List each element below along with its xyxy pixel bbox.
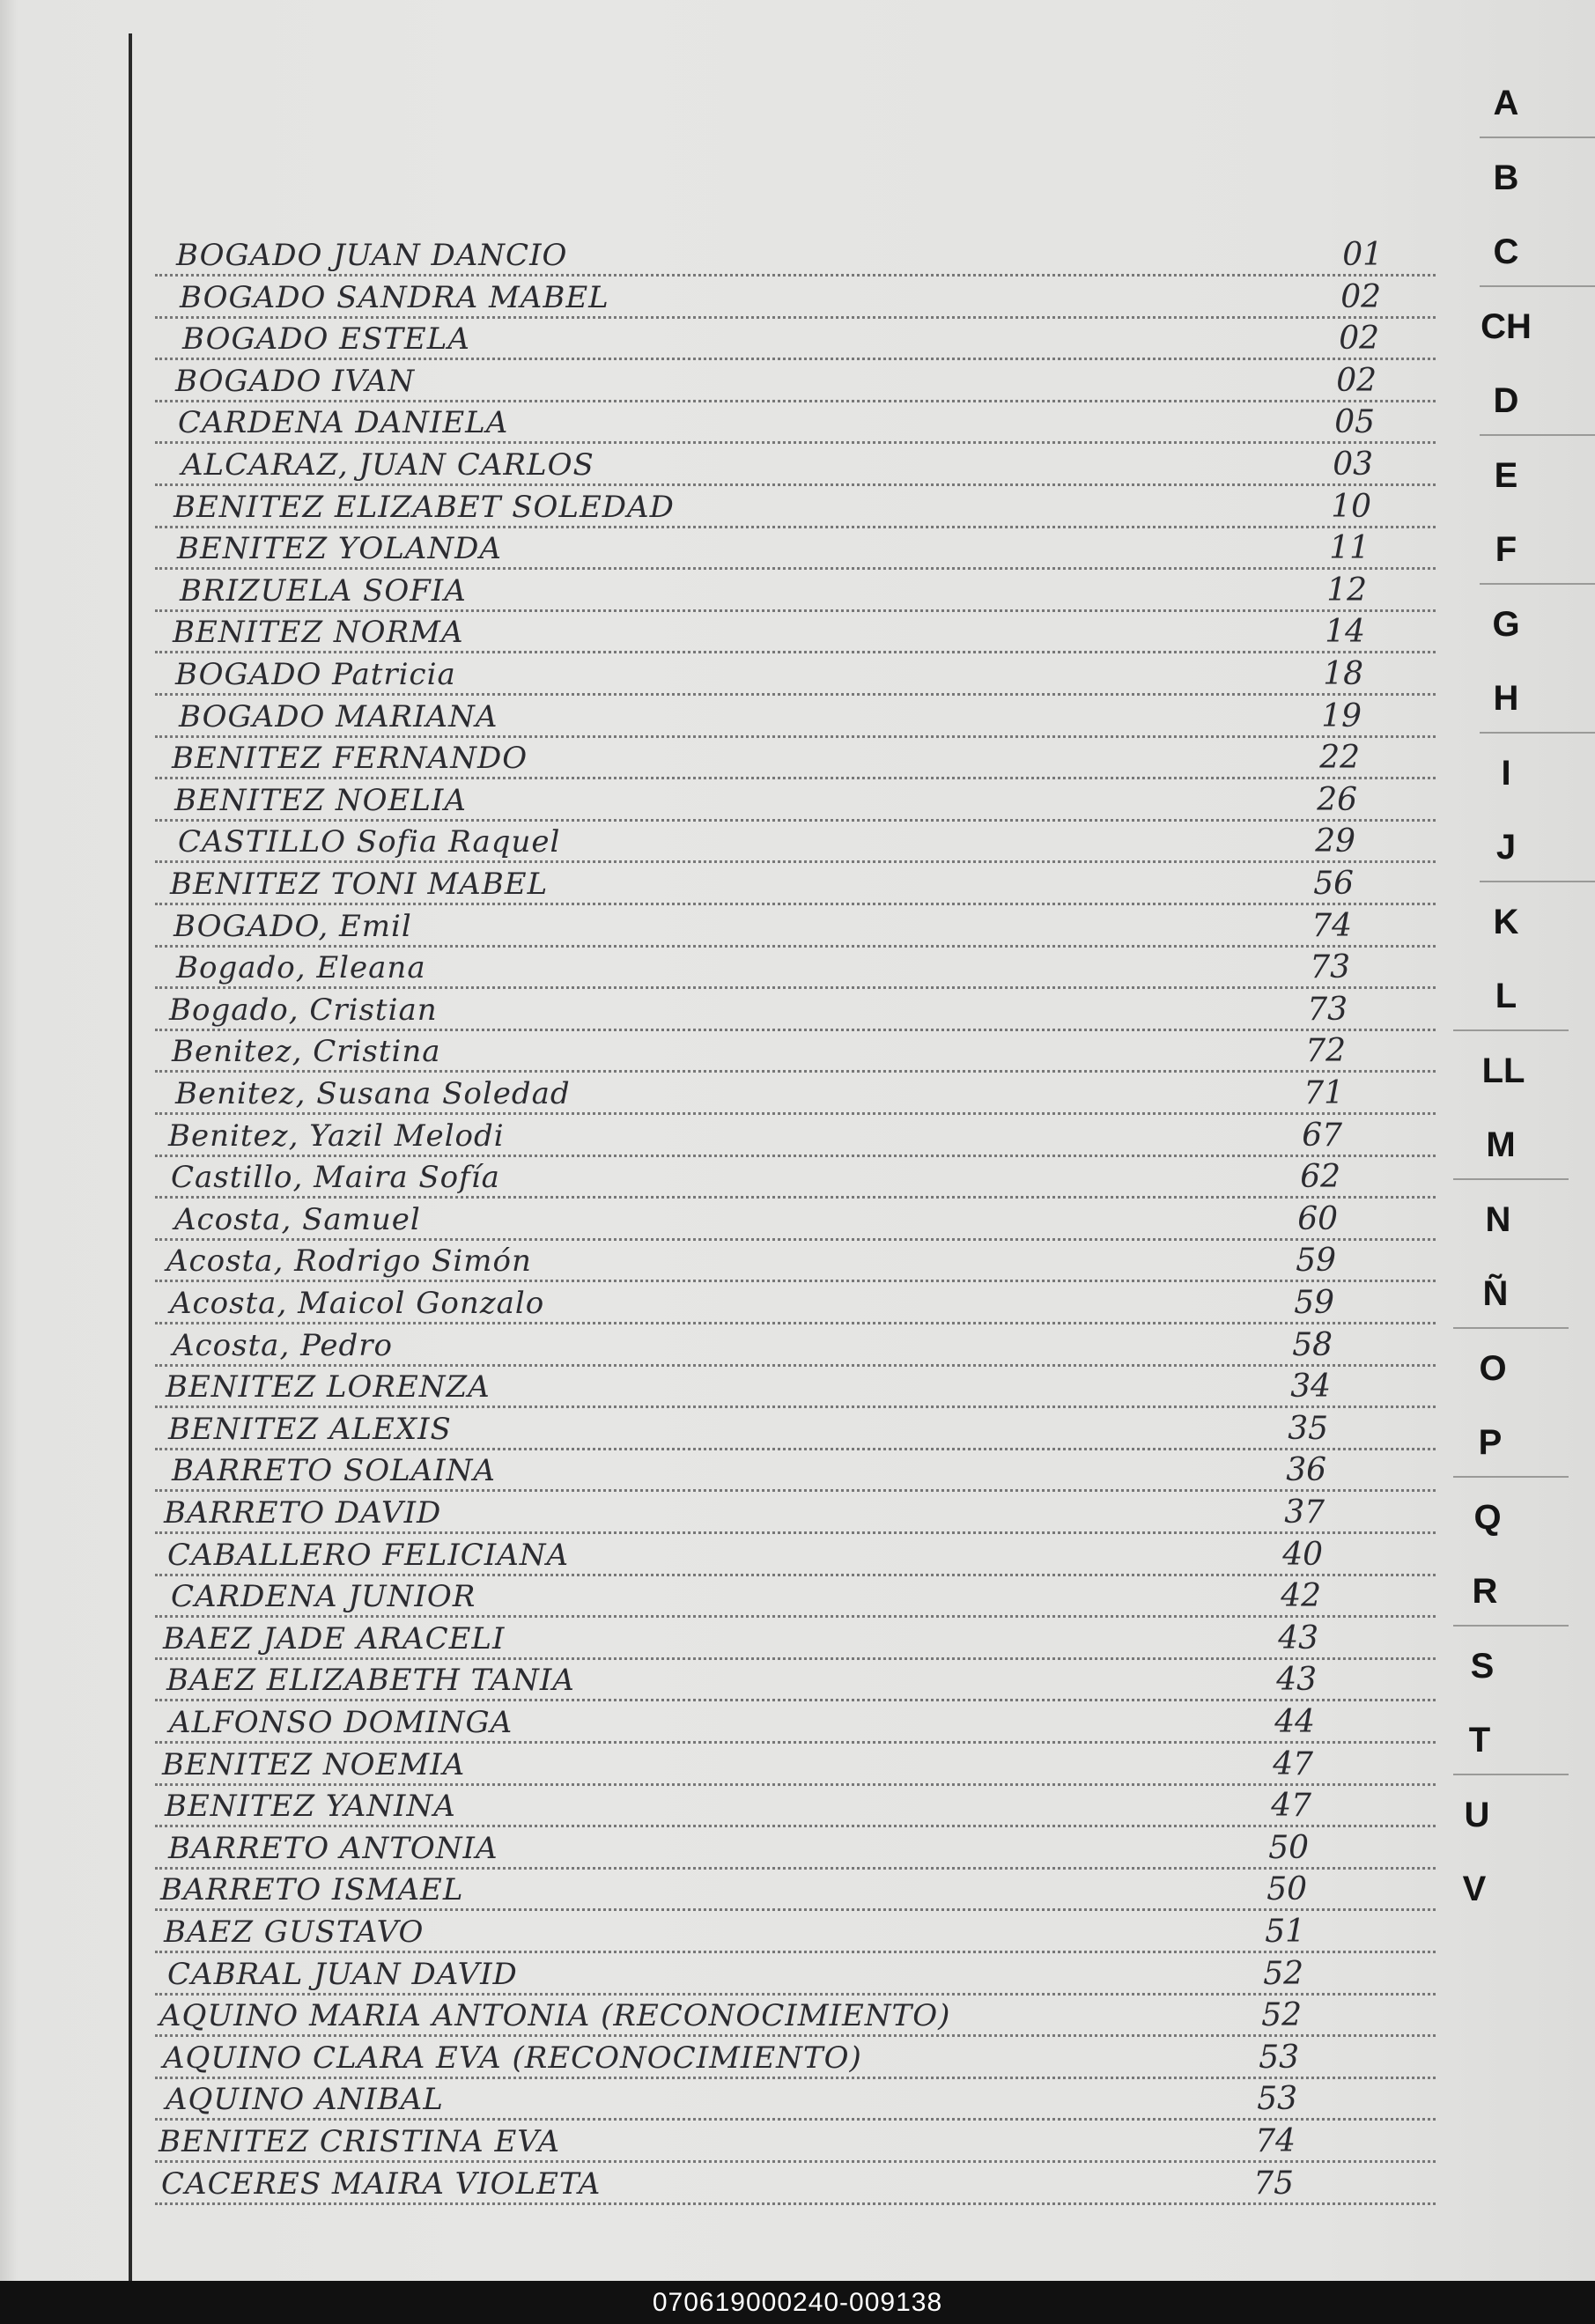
entry-number: 53 [1259,2039,1299,2076]
entry-number: 14 [1325,614,1365,651]
entry-name: AQUINO CLARA EVA (RECONOCIMIENTO) [163,2040,862,2076]
entry-name: CABALLERO FELICIANA [167,1537,570,1573]
entry-number: 58 [1292,1326,1333,1363]
tab-divider [1453,1029,1569,1031]
entry-name: Benitez, Susana Soledad [175,1076,571,1111]
dotted-leader [155,903,1436,905]
entry-row [141,1075,1436,1118]
dotted-leader [155,819,1436,822]
entry-number: 11 [1329,530,1370,567]
dotted-leader [155,1196,1436,1199]
entry-row [141,1997,1436,2040]
alphabet-index-tabs [1436,0,1595,2281]
entry-row [141,2123,1436,2166]
entry-row [141,1159,1436,1202]
entry-number: 53 [1257,2081,1297,2118]
entry-row [141,2165,1436,2209]
entry-name: BAEZ ELIZABETH TANIA [166,1663,575,1699]
entry-row [141,1452,1436,1495]
dotted-leader [155,1993,1436,1996]
entry-row [141,1578,1436,1621]
dotted-leader [155,316,1436,319]
entry-name: BAEZ JADE ARACELI [163,1620,506,1656]
entry-row [141,1494,1436,1538]
entry-row [141,1200,1436,1244]
entry-row [141,2039,1436,2083]
entry-row [141,530,1436,573]
entry-name: CACERES MAIRA VIOLETA [161,2165,602,2202]
entry-name: BOGADO MARIANA [179,698,498,734]
dotted-leader [155,1531,1436,1534]
entry-row [141,1033,1436,1076]
dotted-leader [155,860,1436,863]
dotted-leader [155,1280,1436,1282]
entry-number: 43 [1276,1662,1317,1699]
entry-number: 02 [1340,278,1381,315]
entry-row [141,1326,1436,1370]
entry-number: 67 [1302,1117,1342,1154]
entry-name: AQUINO ANIBAL [166,2082,444,2118]
dotted-leader [155,2077,1436,2079]
dotted-leader [155,441,1436,444]
entry-row [141,1829,1436,1873]
entry-number: 10 [1331,488,1371,525]
entry-row [141,1790,1436,1831]
entry-row [141,572,1436,616]
entry-name: BENITEZ TONI MABEL [170,867,549,902]
dotted-leader [155,1155,1436,1157]
dotted-leader [155,1238,1436,1241]
entry-name: BOGADO, Emil [174,908,412,944]
index-tab[interactable]: L [1495,977,1517,1015]
entry-row [141,362,1436,406]
entry-name: ALCARAZ, JUAN CARLOS [181,447,594,483]
dotted-leader [155,1908,1436,1911]
entry-number: 35 [1288,1410,1328,1447]
entry-name: BENITEZ FERNANDO [172,741,528,777]
entry-row [141,1704,1436,1747]
entry-name: BENITEZ CRISTINA EVA [159,2124,561,2159]
entry-number: 52 [1261,1997,1302,2034]
entry-row [141,1745,1436,1789]
entry-name: Castillo, Maira Sofía [171,1160,500,1196]
index-tab[interactable]: V [1462,1870,1487,1908]
index-tab[interactable]: Ñ [1482,1274,1509,1313]
dotted-leader [155,1322,1436,1324]
entry-number: 36 [1286,1452,1326,1489]
index-tab[interactable]: C [1493,232,1519,271]
entry-row [141,823,1436,867]
dotted-leader [155,1867,1436,1870]
entry-number: 26 [1317,781,1357,818]
entry-name: BOGADO ESTELA [182,321,470,358]
entry-name: CASTILLO Sofia Raquel [178,824,561,860]
tab-divider [1453,1625,1569,1627]
tab-divider [1480,136,1595,138]
dotted-leader [155,358,1436,360]
entry-name: BARRETO ANTONIA [168,1830,498,1866]
tab-divider [1480,583,1595,585]
entry-row [141,1916,1436,1957]
entry-row [141,1245,1436,1286]
entry-name: BENITEZ ALEXIS [168,1411,452,1447]
index-tab[interactable]: S [1470,1646,1495,1686]
dotted-leader [155,483,1436,486]
entry-row [141,1619,1436,1664]
entry-name: BOGADO Patricia [175,657,456,692]
tab-divider [1480,881,1595,882]
entry-number: 44 [1274,1704,1315,1740]
entry-row [141,907,1436,951]
entry-number: 59 [1294,1285,1334,1321]
index-tab[interactable]: K [1493,902,1519,941]
entry-row [141,488,1436,532]
entry-row [141,1117,1436,1161]
entry-number: 47 [1273,1745,1313,1782]
index-tab[interactable]: G [1492,604,1520,644]
dotted-leader [155,1405,1436,1408]
entry-name: BOGADO JUAN DANCIO [176,238,568,273]
entry-number: 50 [1266,1871,1307,1908]
entry-number: 42 [1281,1578,1321,1615]
dotted-leader [155,1574,1436,1576]
entry-number: 02 [1339,321,1379,358]
entry-row [141,1664,1436,1705]
document-id-footer: 070619000240-009138 [0,2281,1595,2324]
dotted-leader [155,945,1436,948]
entry-name: Acosta, Pedro [173,1327,394,1363]
entry-number: 37 [1284,1494,1325,1531]
entry-row [141,1871,1436,1915]
entry-row [141,278,1436,322]
index-tab[interactable]: U [1464,1795,1490,1834]
dotted-leader [155,1741,1436,1744]
dotted-leader [155,1029,1436,1031]
entry-name: Bogado, Eleana [176,950,426,986]
entry-number: 29 [1315,823,1355,860]
entry-number: 62 [1300,1159,1340,1196]
entry-row [141,237,1436,280]
tab-divider [1480,285,1595,287]
entry-name: Benitez, Cristina [172,1034,441,1070]
entry-name: Bogado, Cristian [169,992,438,1028]
entry-name: CARDENA DANIELA [178,405,509,441]
dotted-leader [155,651,1436,653]
index-tab[interactable]: I [1501,753,1511,793]
index-tab[interactable]: E [1494,455,1518,495]
index-tab[interactable]: O [1479,1348,1507,1388]
entry-row [141,781,1436,825]
dotted-leader [155,1825,1436,1827]
entry-name: Benitez, Yazil Melodi [168,1118,505,1154]
entry-name: BENITEZ NORMA [173,615,464,651]
entry-row [141,1287,1436,1328]
entry-name: BOGADO SANDRA MABEL [180,279,609,315]
entry-row [141,404,1436,447]
entry-row [141,991,1436,1035]
entry-row [141,697,1436,741]
entry-name: BENITEZ YOLANDA [177,531,502,567]
entry-name: BAEZ GUSTAVO [164,1915,425,1950]
dotted-leader [155,274,1436,277]
dotted-leader [155,1657,1436,1660]
entry-name: CARDENA JUNIOR [171,1579,476,1615]
entry-number: 02 [1336,362,1377,399]
dotted-leader [155,1112,1436,1115]
tab-divider [1453,1327,1569,1329]
dotted-leader [155,1489,1436,1492]
dotted-leader [155,1364,1436,1367]
index-tab[interactable]: F [1495,530,1517,569]
tab-divider [1453,1476,1569,1478]
entry-name: BOGADO IVAN [175,363,416,399]
entry-row [141,742,1436,783]
entry-number: 51 [1265,1914,1305,1950]
tab-divider [1480,434,1595,436]
dotted-leader [155,1448,1436,1450]
dotted-leader [155,400,1436,402]
index-tab[interactable]: CH [1481,306,1532,346]
entry-number: 59 [1296,1243,1336,1280]
dotted-leader [155,986,1436,989]
entry-number: 74 [1255,2123,1296,2159]
entry-number: 52 [1263,1955,1303,1992]
index-tab[interactable]: R [1472,1572,1498,1611]
entry-row [141,2081,1436,2124]
tab-divider [1480,732,1595,734]
dotted-leader [155,2160,1436,2163]
dotted-leader [155,693,1436,696]
entry-number: 40 [1282,1536,1323,1573]
index-tab[interactable]: A [1493,84,1519,122]
entry-name: BENITEZ LORENZA [166,1369,491,1405]
dotted-leader [155,1951,1436,1953]
entry-row [141,616,1436,657]
entry-row [141,949,1436,992]
dotted-leader [155,1615,1436,1618]
entry-number: 74 [1311,907,1352,944]
entry-name: Acosta, Rodrigo Simón [166,1243,532,1280]
dotted-leader [155,2118,1436,2121]
dotted-leader [155,567,1436,570]
dotted-leader [155,609,1436,612]
dotted-leader [155,526,1436,528]
entry-row [141,868,1436,909]
entry-number: 73 [1307,991,1348,1028]
entry-row [141,656,1436,699]
index-tab[interactable]: J [1495,828,1517,867]
entry-number: 18 [1323,656,1363,692]
entry-name: Acosta, Maicol Gonzalo [170,1286,545,1321]
entry-number: 34 [1290,1369,1331,1405]
entry-name: ALFONSO DOMINGA [169,1705,513,1740]
entry-number: 47 [1271,1788,1311,1825]
entry-number: 73 [1310,949,1350,986]
entry-number: 01 [1342,237,1383,273]
entry-row [141,1410,1436,1454]
entry-row [141,323,1436,364]
entry-row [141,1955,1436,1999]
entry-number: 03 [1333,446,1373,483]
tab-divider [1453,1774,1569,1775]
entry-name: BARRETO ISMAEL [160,1872,464,1908]
entry-number: 56 [1313,866,1354,902]
dotted-leader [155,1783,1436,1786]
entry-name: BENITEZ ELIZABET SOLEDAD [174,489,675,525]
index-tab[interactable]: B [1493,158,1519,197]
entry-number: 75 [1253,2165,1294,2202]
index-tab[interactable]: Q [1473,1497,1502,1537]
entry-number: 71 [1303,1075,1344,1111]
dotted-leader [155,1699,1436,1701]
dotted-leader [155,1070,1436,1073]
index-tab[interactable]: P [1478,1423,1503,1462]
entry-name: BRIZUELA SOFIA [180,572,467,609]
entry-number: 05 [1334,404,1375,441]
tab-divider [1453,1178,1569,1180]
entry-name: BENITEZ YANINA [165,1789,456,1825]
index-tab[interactable]: LL [1481,1051,1525,1090]
entry-number: 72 [1305,1033,1346,1070]
dotted-leader [155,777,1436,779]
entry-number: 22 [1319,740,1360,777]
entry-number: 12 [1326,572,1367,609]
entry-row [141,1371,1436,1412]
entry-name: BENITEZ NOELIA [174,782,467,818]
dotted-leader [155,735,1436,738]
index-tab[interactable]: T [1468,1721,1491,1760]
entry-name: BARRETO SOLAINA [172,1453,496,1489]
entry-name: BENITEZ NOEMIA [162,1746,466,1782]
index-tab[interactable]: N [1485,1199,1511,1239]
entry-name: BARRETO DAVID [164,1495,442,1531]
entry-name: AQUINO MARIA ANTONIA (RECONOCIMIENTO) [159,1998,951,2034]
dotted-leader [155,2202,1436,2205]
entry-row [141,446,1436,490]
entry-number: 60 [1297,1200,1338,1237]
entry-number: 43 [1278,1619,1318,1656]
entry-row [141,1536,1436,1580]
index-tab[interactable]: H [1493,679,1519,718]
entry-name: CABRAL JUAN DAVID [167,1956,518,1992]
entry-number: 50 [1268,1829,1309,1866]
entry-number: 19 [1321,697,1362,734]
entry-name: Acosta, Samuel [174,1201,421,1237]
index-tab[interactable]: M [1486,1125,1516,1164]
dotted-leader [155,2034,1436,2037]
index-tab[interactable]: D [1493,381,1519,420]
